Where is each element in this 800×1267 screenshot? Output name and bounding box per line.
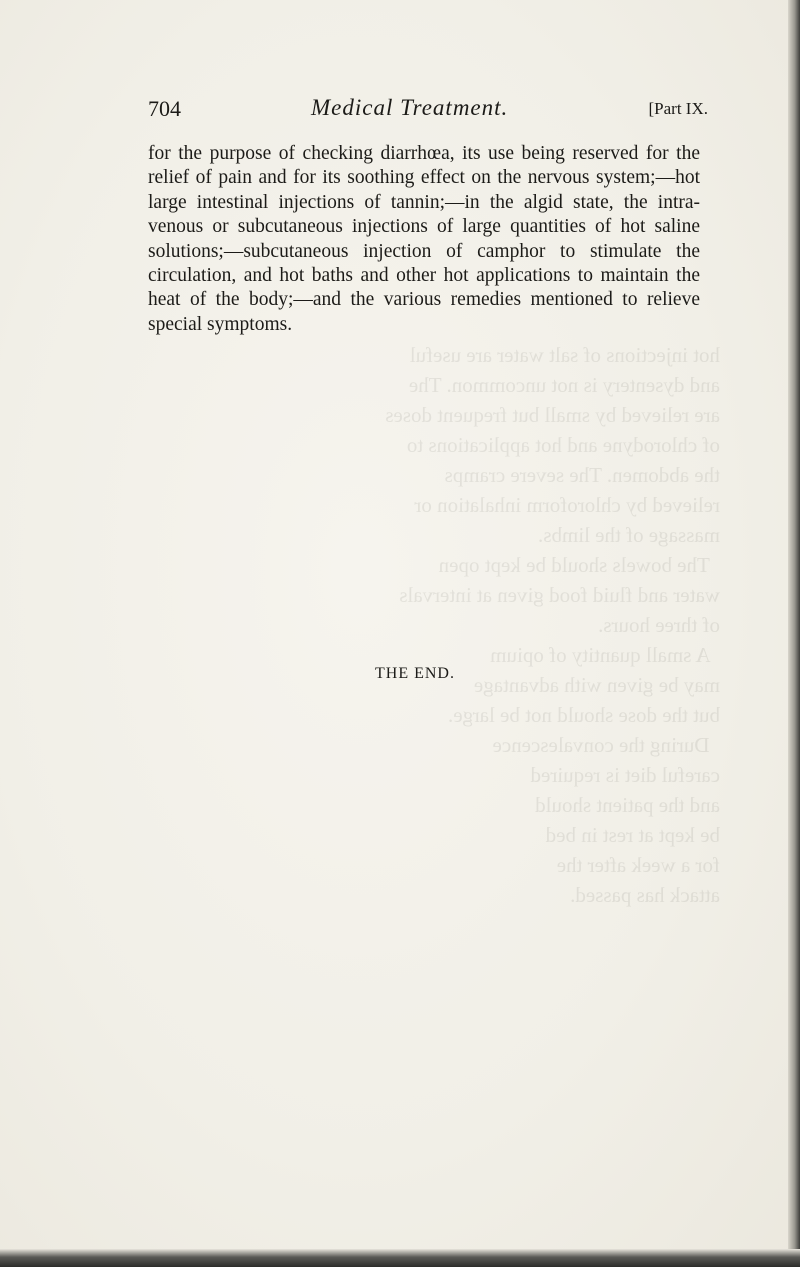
the-end-text: THE END.: [375, 665, 455, 682]
reverse-side-show-through: hot injections of salt water are useful and dysentery is not uncommon. The are relieved by small but frequent doses of chlorodyne and hot applications to the abdomen. The severe cramps relieved by chloroform inhalation or massage of the limbs. The bowels should be kept open water and fluid food given at intervals of three hours. A small quantity of opium may be given with advantage but the dose should not be large. During the convalescence careful diet is required and the patient should be kept at rest in bed for a week after the attack has passed.: [385, 343, 720, 907]
body-paragraph: for the purpose of checking diarrhœa, its use being reserved for the relief of pain and for its soothing effect on the nervous system;—hot large intestinal injections of tannin;—in the algid state, the intra-venous or subcutaneous injections of large quantities of hot saline solutions;—subcutaneous injection of camphor to stimulate the circulation, and hot baths and other hot applications to maintain the heat of the body;—and the various remedies mentioned to relieve special symptoms.: [148, 143, 700, 335]
page-right-edge: [788, 0, 800, 1267]
part-label: [Part IX.: [648, 99, 708, 118]
page-number: 704: [148, 96, 181, 121]
page-bottom-edge: [0, 1249, 800, 1267]
running-header: [148, 96, 708, 128]
running-title: Medical Treatment.: [311, 95, 509, 120]
the-end-heading: [0, 665, 800, 683]
